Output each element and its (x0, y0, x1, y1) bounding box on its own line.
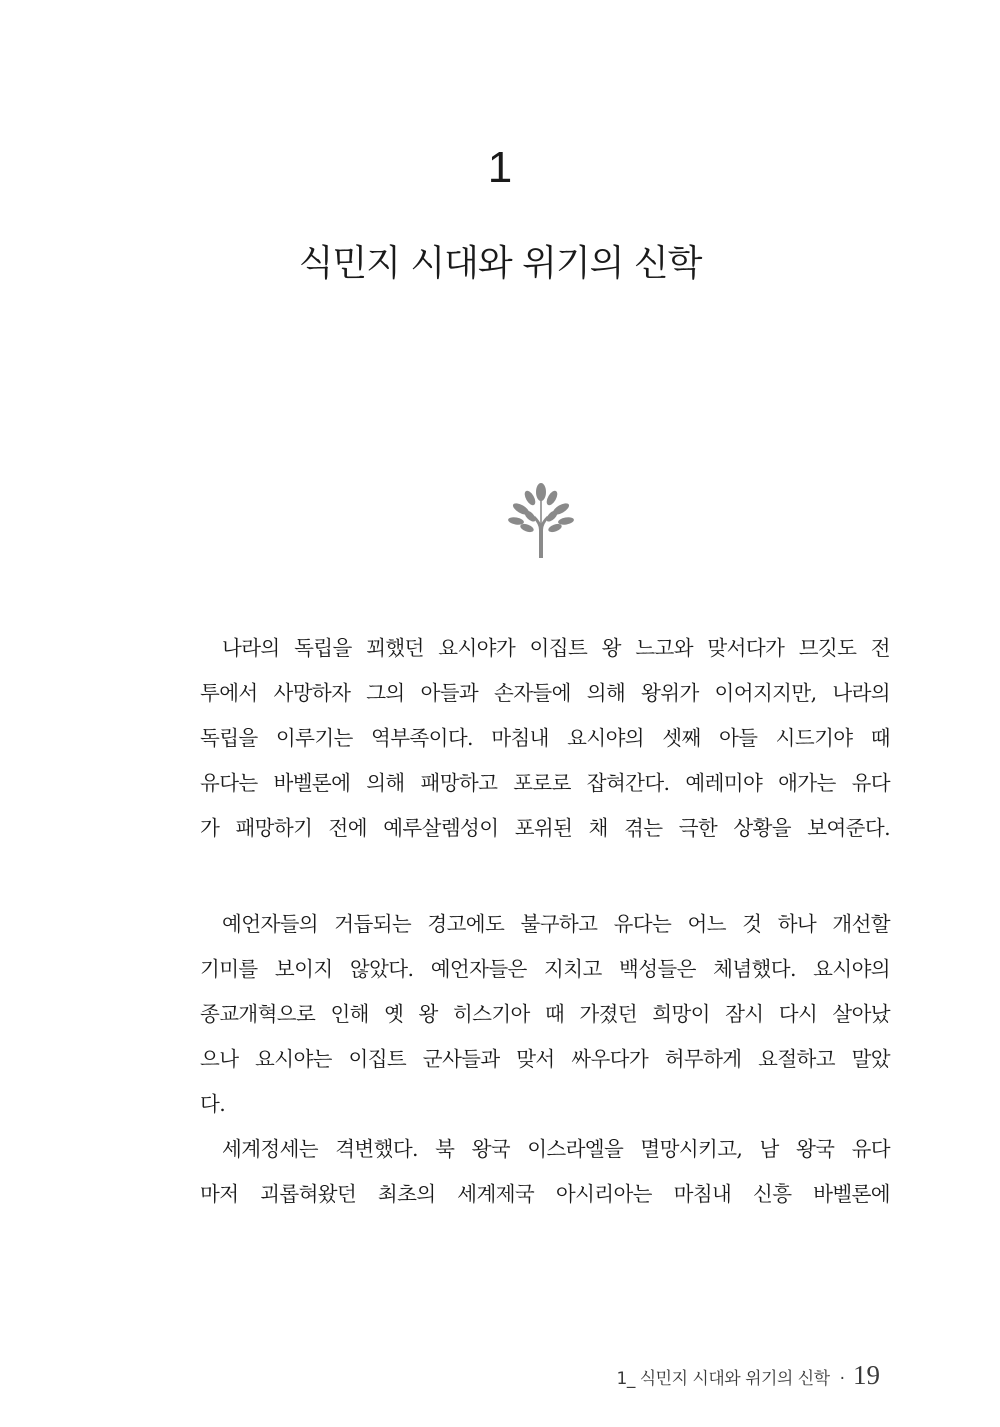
text-line: 나라의 독립을 꾀했던 요시야가 이집트 왕 느고와 맞서다가 므깃도 전 (222, 636, 890, 660)
text-line: 마저 괴롭혀왔던 최초의 세계제국 아시리아는 마침내 신흥 바벨론에 (200, 1182, 890, 1206)
page-number: 19 (853, 1360, 880, 1390)
paragraph-1 (200, 626, 890, 851)
text-line: 종교개혁으로 인해 옛 왕 히스기아 때 가졌던 희망이 잠시 다시 살아났 (200, 1002, 890, 1026)
text-line: 세계정세는 격변했다. 북 왕국 이스라엘을 멸망시키고, 남 왕국 유다 (222, 1137, 890, 1161)
footer-separator: · (839, 1369, 845, 1389)
running-title: 1_ 식민지 시대와 위기의 신학 (616, 1369, 830, 1389)
text-line: 유다는 바벨론에 의해 패망하고 포로로 잡혀간다. 예레미야 애가는 유다 (200, 771, 890, 795)
text-line: 다. (200, 1092, 226, 1116)
chapter-title: 식민지 시대와 위기의 신학 (298, 243, 702, 284)
text-line: 독립을 이루기는 역부족이다. 마침내 요시야의 셋째 아들 시드기야 때 (200, 726, 890, 750)
chapter-number: 1 (487, 143, 513, 192)
text-line: 가 패망하기 전에 예루살렘성이 포위된 채 겪는 극한 상황을 보여준다. (200, 816, 890, 840)
text-line: 기미를 보이지 않았다. 예언자들은 지치고 백성들은 체념했다. 요시야의 (200, 957, 890, 981)
page-footer (617, 1360, 880, 1396)
text-line: 으나 요시야는 이집트 군사들과 맞서 싸우다가 허무하게 요절하고 말았 (200, 1047, 890, 1071)
text-line: 예언자들의 거듭되는 경고에도 불구하고 유다는 어느 것 하나 개선할 (222, 912, 890, 936)
text-line: 투에서 사망하자 그의 아들과 손자들에 의해 왕위가 이어지지만, 나라의 (200, 681, 890, 705)
paragraph-2 (200, 902, 890, 1217)
tree-icon (501, 478, 581, 558)
